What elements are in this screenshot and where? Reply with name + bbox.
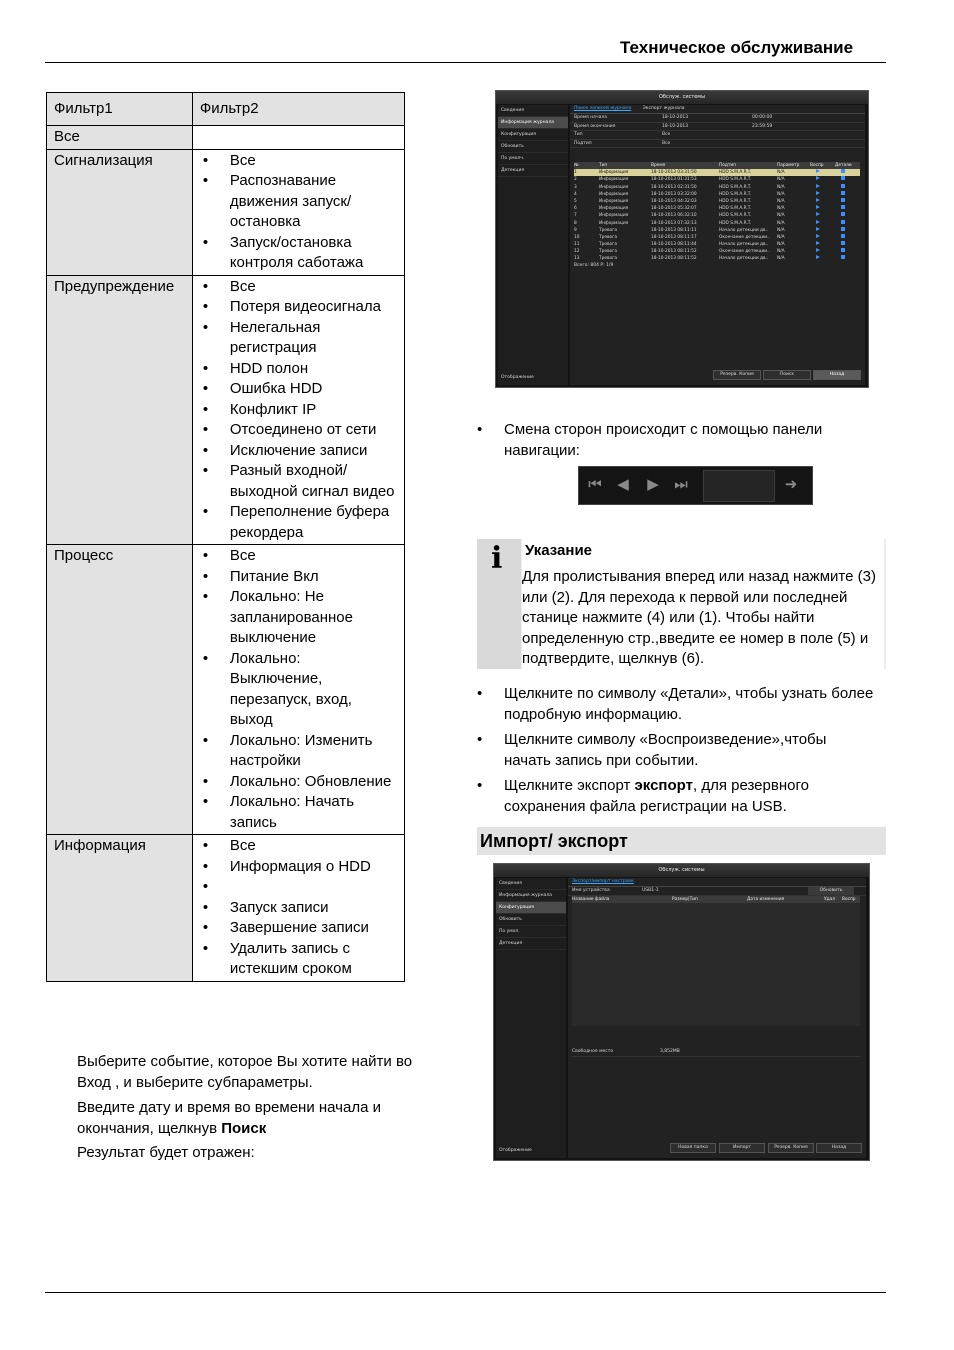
- list-item: • Информация о HDD: [230, 857, 397, 878]
- play-icon[interactable]: [810, 205, 835, 212]
- column-header: Тип: [599, 163, 608, 168]
- sidebar-item[interactable]: Сведения: [496, 878, 566, 890]
- time-field[interactable]: 23:59:59: [752, 123, 773, 129]
- table-cell: 18-10-2013 01:31:53: [651, 177, 697, 183]
- paragraph-bold: Поиск: [221, 1119, 267, 1137]
- type-select[interactable]: Все: [662, 132, 671, 137]
- bullet-details: • Щелкните по символу «Детали», чтобы узнать более подробную информацию.: [477, 684, 877, 725]
- free-space-row: [572, 1048, 860, 1057]
- header-rule: [45, 62, 886, 63]
- play-icon[interactable]: [810, 169, 835, 176]
- bullet-playback: • Щелкните символу «Воспроизведение»,чтобы начать запись при событии.: [477, 730, 877, 771]
- log-table-header: [574, 162, 860, 169]
- table-cell: 1: [574, 170, 577, 176]
- table-row[interactable]: [574, 220, 860, 227]
- table-cell: N/A: [777, 249, 785, 255]
- table-row: [47, 545, 405, 835]
- log-table: [574, 162, 860, 263]
- paragraph-text: Введите дату и время во времени начала и окончания, щелкнув: [77, 1099, 381, 1137]
- table-row[interactable]: [574, 184, 860, 191]
- table-cell: Информация: [599, 220, 629, 226]
- paragraph-result: Результат будет отражен:: [77, 1144, 255, 1161]
- play-icon[interactable]: [810, 241, 835, 248]
- field-label: Тип: [574, 132, 583, 137]
- table-cell: 18-10-2013 08:11:52: [651, 256, 697, 262]
- date-field[interactable]: 18-10-2013: [662, 123, 689, 129]
- free-space-value: 3,852MB: [660, 1049, 680, 1054]
- filter1-cell: Информация: [47, 835, 193, 982]
- note-text: Для пролистывания вперед или назад нажмите (3) или (2). Для перехода к первой или последней станице нажмите (4) или (1). Чтобы найти определенную стр.,введите ее номер в поле (5) и подтвердите, щелкнув (6).: [522, 568, 876, 667]
- table-cell: Окончание детекции..: [719, 234, 770, 240]
- sidebar-item[interactable]: По умолч.: [498, 153, 568, 165]
- go-arrow-icon[interactable]: ➜: [784, 476, 798, 493]
- table-cell: HDD S.M.A.R.T.: [719, 170, 752, 176]
- column-header: Дата изменения: [747, 897, 785, 902]
- table-cell: 18-10-2013 07:32:13: [651, 220, 697, 226]
- details-icon[interactable]: [835, 169, 860, 176]
- list-item: • Исключение записи: [230, 441, 397, 462]
- table-cell: 5: [574, 198, 577, 204]
- list-item: • Запуск/остановка контроля саботажа: [230, 233, 397, 274]
- file-table: [572, 896, 860, 1026]
- column-header: №: [574, 163, 579, 168]
- details-icon[interactable]: [835, 212, 860, 219]
- table-cell: 18-10-2013 03:32:00: [651, 191, 697, 197]
- list-item: • Нелегальная регистрация: [230, 318, 397, 359]
- window-title: Обслуж. системы: [496, 91, 868, 104]
- sidebar-item[interactable]: Детекция: [498, 165, 568, 177]
- note-box: [477, 539, 886, 669]
- table-cell: 18-10-2013 02:31:50: [651, 184, 697, 190]
- list-item: • Разный входной/выходной сигнал видео: [230, 461, 397, 502]
- column-header: Время: [651, 163, 666, 168]
- table-header-cell: Фильтр2: [192, 93, 404, 126]
- filter2-cell: [192, 275, 404, 545]
- list-item: • Все: [230, 546, 397, 567]
- tab-log-search[interactable]: Поиск записей журнала: [574, 106, 632, 111]
- table-row[interactable]: [574, 255, 860, 262]
- total-label: Всего: 804 P: 1/9: [574, 263, 614, 268]
- details-icon[interactable]: [835, 234, 860, 241]
- table-cell: N/A: [777, 191, 785, 197]
- table-cell: N/A: [777, 220, 785, 226]
- table-cell: 18-10-2013 03:31:50: [651, 170, 697, 176]
- table-row[interactable]: [574, 241, 860, 248]
- details-icon[interactable]: [835, 198, 860, 205]
- table-cell: HDD S.M.A.R.T.: [719, 198, 752, 204]
- field-label: Имя устройства: [572, 888, 610, 893]
- sidebar-item[interactable]: Информация журнала: [496, 890, 566, 902]
- play-icon[interactable]: [810, 227, 835, 234]
- table-cell: HDD S.M.A.R.T.: [719, 191, 752, 197]
- table-cell: Начало детекции дв..: [719, 227, 769, 233]
- play-icon[interactable]: [810, 255, 835, 262]
- filter1-cell: Процесс: [47, 545, 193, 835]
- table-cell: Информация: [599, 170, 629, 176]
- column-header: Воспр: [842, 897, 856, 902]
- bullet-text: , для резервного сохранения файла регистрации на USB.: [504, 777, 809, 815]
- table-cell: 18-10-2013 06:32:10: [651, 213, 697, 219]
- list-item: • Потеря видеосигнала: [230, 297, 397, 318]
- page-number-input[interactable]: [703, 470, 775, 502]
- table-cell: Информация: [599, 198, 629, 204]
- list-item: • Все: [230, 277, 397, 298]
- list-item: • Переполнение буфера рекордера: [230, 502, 397, 543]
- table-cell: HDD S.M.A.R.T.: [719, 177, 752, 183]
- table-cell: 8: [574, 220, 577, 226]
- table-cell: N/A: [777, 256, 785, 262]
- filter1-cell: Сигнализация: [47, 149, 193, 275]
- list-item: • Локально: Не запланированное выключение: [230, 587, 397, 649]
- table-header-cell: Фильтр1: [47, 93, 193, 126]
- list-item: [230, 877, 397, 898]
- info-icon: i: [491, 541, 503, 576]
- table-cell: N/A: [777, 198, 785, 204]
- table-row[interactable]: [574, 227, 860, 234]
- details-icon[interactable]: [835, 184, 860, 191]
- tab-import-export[interactable]: Экспорт/импорт настроек: [572, 879, 634, 884]
- bullet-export: [477, 776, 877, 817]
- list-item: • Локально: Обновление: [230, 772, 397, 793]
- device-select[interactable]: USB1-1: [642, 888, 659, 893]
- table-row[interactable]: [574, 205, 860, 212]
- table-cell: 18-10-2013 08:11:11: [651, 227, 697, 233]
- details-icon[interactable]: [835, 205, 860, 212]
- paragraph-enter-date: [77, 1098, 447, 1139]
- list-item: • Запуск записи: [230, 898, 397, 919]
- table-cell: Информация: [599, 184, 629, 190]
- table-cell: 13: [574, 256, 580, 262]
- subtype-row: [570, 140, 865, 149]
- table-cell: N/A: [777, 206, 785, 212]
- sidebar-item[interactable]: По умол.: [496, 926, 566, 938]
- table-cell: 4: [574, 191, 577, 197]
- details-icon[interactable]: [835, 191, 860, 198]
- table-cell: 18-10-2013 08:11:52: [651, 249, 697, 255]
- table-row[interactable]: [574, 234, 860, 241]
- filter2-cell: [192, 126, 404, 150]
- table-cell: Тревога: [599, 249, 618, 255]
- column-header: Параметр: [777, 163, 800, 168]
- list-item: • HDD полон: [230, 359, 397, 380]
- table-cell: HDD S.M.A.R.T.: [719, 206, 752, 212]
- back-button[interactable]: Назад: [816, 1143, 862, 1153]
- play-icon[interactable]: [810, 212, 835, 219]
- list-item: • Завершение записи: [230, 918, 397, 939]
- new-folder-button[interactable]: Новая папка: [670, 1143, 716, 1153]
- list-item: • Локально: Начать запись: [230, 792, 397, 833]
- import-button[interactable]: Импорт: [719, 1143, 765, 1153]
- details-icon[interactable]: [835, 227, 860, 234]
- backup-button[interactable]: Резерв. Копия: [768, 1143, 814, 1153]
- table-cell: Тревога: [599, 256, 618, 262]
- list-item: • Все: [230, 151, 397, 172]
- log-search-screenshot: [495, 90, 869, 388]
- details-icon[interactable]: [835, 220, 860, 227]
- table-cell: 10: [574, 234, 580, 240]
- table-cell: Тревога: [599, 242, 618, 248]
- sidebar: [498, 105, 568, 385]
- backup-button[interactable]: Резерв. Копия: [713, 370, 761, 380]
- note-title: Указание: [525, 542, 593, 559]
- play-icon[interactable]: [810, 198, 835, 205]
- table-cell: 18-10-2013 04:32:03: [651, 198, 697, 204]
- table-cell: 12: [574, 249, 580, 255]
- filter2-cell: [192, 545, 404, 835]
- table-row: [47, 275, 405, 545]
- table-cell: 18-10-2013 08:11:44: [651, 242, 697, 248]
- date-field[interactable]: 18-10-2013: [662, 115, 689, 120]
- file-table-header: [572, 896, 860, 903]
- table-cell: 11: [574, 242, 580, 248]
- navigation-panel: [578, 466, 813, 505]
- table-row[interactable]: [574, 248, 860, 255]
- sidebar-item[interactable]: Конфигурация: [498, 129, 568, 141]
- column-header: Размер|Тип: [672, 897, 698, 902]
- play-icon[interactable]: [810, 220, 835, 227]
- bullet-bold: экспорт: [634, 777, 693, 794]
- sidebar-item[interactable]: Сведения: [498, 105, 568, 117]
- type-row: [570, 131, 865, 140]
- field-label: Время окончания: [574, 123, 616, 129]
- table-cell: N/A: [777, 184, 785, 190]
- bullet-navigation: • Смена сторон происходит с помощью панели навигации:: [477, 420, 877, 461]
- table-cell: HDD S.M.A.R.T.: [719, 213, 752, 219]
- table-cell: Окончание детекции..: [719, 249, 770, 255]
- table-row[interactable]: [574, 191, 860, 198]
- subtype-select[interactable]: Все: [662, 140, 671, 146]
- details-icon[interactable]: [835, 255, 860, 262]
- field-label: Подтип: [574, 140, 592, 146]
- list-item: • Все: [230, 836, 397, 857]
- column-header: Название файла: [572, 897, 610, 902]
- sidebar: [496, 878, 566, 1158]
- filter2-cell: [192, 835, 404, 982]
- table-cell: Информация: [599, 177, 629, 183]
- search-button[interactable]: Поиск: [763, 370, 811, 380]
- column-header: Подтип: [719, 163, 736, 168]
- table-cell: Тревога: [599, 234, 618, 240]
- sidebar-item-selected[interactable]: Конфигурация: [496, 902, 566, 914]
- list-item: • Локально: Выключение, перезапуск, вход, выход: [230, 649, 397, 731]
- table-cell: 18-10-2013 08:11:17: [651, 234, 697, 240]
- table-cell: HDD S.M.A.R.T.: [719, 184, 752, 190]
- play-icon[interactable]: [810, 184, 835, 191]
- table-cell: 2: [574, 177, 577, 183]
- list-item: • Отсоединено от сети: [230, 420, 397, 441]
- paragraph-select-event: Выберите событие, которое Вы хотите найти во Вход , и выберите субпараметры.: [77, 1053, 413, 1091]
- table-cell: 9: [574, 227, 577, 233]
- table-cell: 3: [574, 184, 577, 190]
- sidebar-item[interactable]: Обновить: [498, 141, 568, 153]
- details-icon[interactable]: [835, 241, 860, 248]
- filter1-cell: Предупреждение: [47, 275, 193, 545]
- footer-rule: [45, 1292, 886, 1293]
- play-icon[interactable]: [810, 191, 835, 198]
- tab-bar: [568, 878, 866, 887]
- column-header: Воспр: [810, 163, 824, 168]
- main-panel: [570, 105, 865, 385]
- table-cell: Начало детекции дв..: [719, 256, 769, 262]
- table-header-row: [47, 93, 405, 126]
- table-cell: N/A: [777, 234, 785, 240]
- filter-table: [46, 92, 405, 982]
- bullet-text: Щелкните экспорт: [504, 777, 635, 794]
- end-time-row: [570, 123, 865, 132]
- list-item: • Ошибка HDD: [230, 379, 397, 400]
- table-cell: Информация: [599, 206, 629, 212]
- page-header: Техническое обслуживание: [620, 38, 854, 57]
- table-cell: 6: [574, 206, 577, 212]
- sidebar-footer[interactable]: Отображение: [501, 375, 534, 380]
- table-row[interactable]: [574, 212, 860, 219]
- table-cell: Информация: [599, 213, 629, 219]
- details-icon[interactable]: [835, 248, 860, 255]
- details-icon[interactable]: [835, 176, 860, 183]
- table-cell: 18-10-2013 05:32:07: [651, 206, 697, 212]
- table-cell: N/A: [777, 177, 785, 183]
- table-cell: 7: [574, 213, 577, 219]
- list-item: • Удалить запись с истекшим сроком: [230, 939, 397, 980]
- table-cell: HDD S.M.A.R.T.: [719, 220, 752, 226]
- table-cell: N/A: [777, 213, 785, 219]
- list-item: • Питание Вкл: [230, 567, 397, 588]
- sidebar-footer[interactable]: Отображение: [499, 1148, 532, 1153]
- sidebar-item[interactable]: Детекция: [496, 938, 566, 950]
- column-header: Детали: [835, 163, 852, 168]
- back-button[interactable]: Назад: [813, 370, 861, 380]
- list-item: • Распознавание движения запуск/остановка: [230, 171, 397, 233]
- field-label: Свободное место: [572, 1049, 614, 1054]
- list-item: • Конфликт IP: [230, 400, 397, 421]
- previous-page-icon[interactable]: ◀: [617, 476, 629, 493]
- info-icon-box: [477, 539, 521, 669]
- tab-log-export[interactable]: Экспорт журнала: [642, 106, 685, 111]
- next-page-icon[interactable]: ▶: [647, 476, 659, 493]
- play-icon[interactable]: [810, 176, 835, 183]
- filter2-cell: [192, 149, 404, 275]
- filter1-cell: Все: [47, 126, 193, 150]
- table-cell: Тревога: [599, 227, 618, 233]
- table-row: [47, 149, 405, 275]
- import-export-screenshot: [493, 863, 870, 1161]
- section-title: Импорт/ экспорт: [477, 827, 886, 855]
- start-time-row: [570, 114, 865, 123]
- first-page-icon[interactable]: ⏮: [588, 476, 602, 493]
- table-cell: N/A: [777, 170, 785, 176]
- table-row[interactable]: [574, 169, 860, 176]
- main-panel: [568, 878, 866, 1158]
- device-row: [568, 887, 866, 896]
- table-row: [47, 835, 405, 982]
- table-cell: Начало детекции дв..: [719, 242, 769, 248]
- sidebar-item-selected[interactable]: Информация журнала: [498, 117, 568, 129]
- sidebar-item[interactable]: Обновить: [496, 914, 566, 926]
- list-item: • Локально: Изменить настройки: [230, 731, 397, 772]
- last-page-icon[interactable]: ⏭: [674, 476, 688, 493]
- table-cell: N/A: [777, 227, 785, 233]
- window-title: Обслуж. системы: [494, 864, 869, 877]
- play-icon[interactable]: [810, 234, 835, 241]
- time-field[interactable]: 00:00:00: [752, 115, 773, 120]
- play-icon[interactable]: [810, 248, 835, 255]
- table-row[interactable]: [574, 176, 860, 183]
- table-cell: N/A: [777, 242, 785, 248]
- refresh-button[interactable]: Обновить: [808, 887, 854, 895]
- table-row: [47, 126, 405, 150]
- column-header: Удал: [824, 897, 835, 902]
- tab-bar: [570, 105, 865, 114]
- field-label: Время начала: [574, 115, 607, 120]
- table-row[interactable]: [574, 198, 860, 205]
- table-cell: Информация: [599, 191, 629, 197]
